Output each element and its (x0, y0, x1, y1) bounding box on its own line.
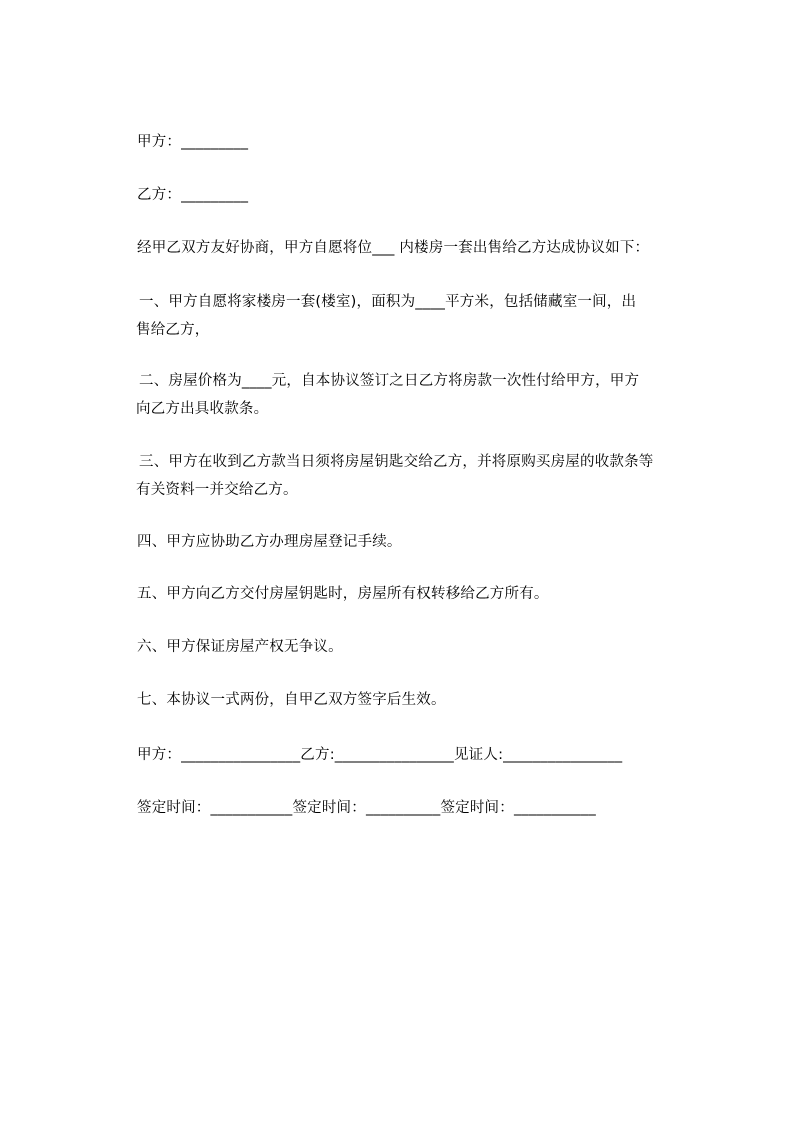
clause-5: 五、甲方向乙方交付房屋钥匙时，房屋所有权转移给乙方所有。 (137, 586, 549, 602)
signature-line: 甲方：________________乙方:________________见证人:________________ (137, 747, 623, 763)
clause-3-line-2: 有关资料一并交给乙方。 (136, 482, 298, 498)
clause-1-line-2: 售给乙方， (136, 322, 210, 338)
clause-2-line-1: 二、房屋价格为____元，自本协议签订之日乙方将房款一次性付给甲方，甲方 (139, 373, 640, 389)
party-a-line: 甲方：_________ (137, 134, 249, 150)
clause-6: 六、甲方保证房屋产权无争议。 (137, 639, 343, 655)
clause-4: 四、甲方应协助乙方办理房屋登记手续。 (137, 534, 402, 550)
clause-3-line-1: 三、甲方在收到乙方款当日须将房屋钥匙交给乙方，并将原购买房屋的收款条等 (139, 454, 654, 470)
intro-paragraph: 经甲乙双方友好协商，甲方自愿将位___ 内楼房一套出售给乙方达成协议如下： (137, 240, 650, 256)
sign-date-line: 签定时间：___________签定时间：__________签定时间：___________ (137, 800, 596, 816)
clause-1-line-1: 一、甲方自愿将家楼房一套(楼室)，面积为____平方米，包括储藏室一间，出 (139, 294, 637, 310)
clause-2 (137, 367, 697, 423)
clause-7: 七、本协议一式两份，自甲乙双方签字后生效。 (137, 692, 446, 708)
party-b-line: 乙方：_________ (137, 187, 249, 203)
clause-3 (137, 448, 697, 504)
clause-1 (137, 288, 697, 344)
clause-2-line-2: 向乙方出具收款条。 (136, 401, 269, 417)
